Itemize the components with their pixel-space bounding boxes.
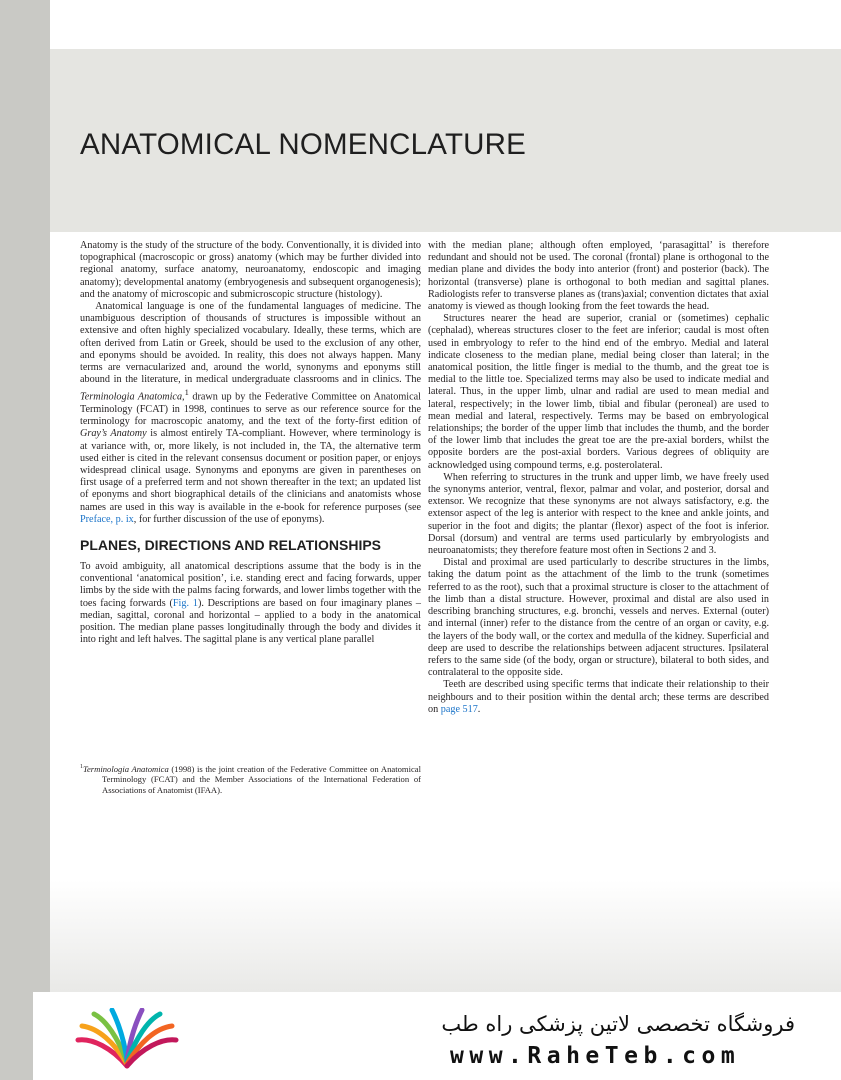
footnote-ref[interactable]: 1 — [184, 387, 189, 398]
figure-link[interactable]: Fig. 1 — [172, 597, 198, 609]
paragraph: Teeth are described using specific terms that indicate their relationship to their neighbours and to their position within the dental arch; these terms are described on page 517. — [428, 679, 769, 715]
section-heading: PLANES, DIRECTIONS AND RELATIONSHIPS — [80, 537, 382, 554]
paragraph: Anatomy is the study of the structure of the body. Conventionally, it is divided into topographical (macroscopic or gross) anatomy (which may be further divided into regional anatomy, surface anatomy, neuroanatomy, endoscopic and imaging anatomy); developmental anatomy (embryogenesis and subsequent organogenesis); and the anatomy of microscopic and submicroscopic structure (histology). — [80, 240, 421, 300]
page-link[interactable]: page 517 — [440, 703, 478, 715]
terminologia-term: Terminologia Anatomica, — [80, 391, 185, 403]
store-url[interactable]: www.RaheTeb.com — [450, 1043, 741, 1069]
open-book-logo-icon — [72, 1008, 182, 1070]
paragraph: Anatomical language is one of the fundamental languages of medicine. The unambiguous description of thousands of structures is impossible without an extensive and often highly specialized vocabulary. Ideally, these terms, which are often derived from Latin or Greek, should be used to the exclusion of any other, and eponyms should be avoided. In reality, this does not always happen. Many terms are vernacularized and, around the world, synonyms and eponyms still abound in the literature, in medical undergraduate classrooms and in clinics. The Terminologia Anatomica,$^1$ drawn up by the Federative Committee on Anatomical Terminology (FCAT) in 1998, continues to serve as our reference source for the terminology for macroscopic anatomy, and the text of the forty-first edition of Gray’s Anatomy is almost entirely TA-compliant. However, where terminology is at variance with, or, more likely, is not included in, the TA, the alternative term used either is cited in the relevant consensus document or position paper, or enjoys widespread clinical usage. Synonyms and eponyms are given in parentheses on first usage of a preferred term and not shown thereafter in the text; an updated list of eponyms and short biographical details of the clinicians and anatomists whose names are used in this way is available in the e-book for reference purposes (see Preface, p. ix, for further discussion of the use of eponyms). — [80, 301, 421, 525]
footnote: $^1$Terminologia Anatomica (1998) is the joint creation of the Federative Committee on Anatomical Terminology (FCAT) and the Member Associations of the International Federation of Associations of Anatomist (IFAA). — [80, 763, 421, 796]
chapter-title: ANATOMICAL NOMENCLATURE — [80, 128, 527, 161]
paragraph: To avoid ambiguity, all anatomical descriptions assume that the body is in the conventional ‘anatomical position’, i.e. standing erect and facing forwards, upper limbs by the side with the palms facing forwards, and lower limbs together with the toes facing forwards (Fig. 1). Descriptions are based on four imaginary planes – median, sagittal, coronal and horizontal – applied to a body in the anatomical position. The median plane passes longitudinally through the body and divides it into right and left halves. The sagittal plane is any vertical plane parallel — [80, 561, 422, 646]
right-column — [428, 240, 769, 716]
paragraph: Distal and proximal are used particularly to describe structures in the limbs, taking the datum point as the attachment of the limb to the trunk (sometimes referred to as the root), such that a proximal structure is closer to the attachment of the limb than a distal structure. However, proximal and distal are also used in describing branching structures, e.g. bronchi, vessels and nerves. External (outer) and internal (inner) refer to the distance from the centre of an organ or cavity, e.g. the layers of the body wall, or the cortex and medulla of the kidney. Superficial and deep are used to describe the relationships between adjacent structures. Ipsilateral refers to the same side (of the body, organ or structure), bilateral to both sides, and contralateral to the opposite side. — [428, 557, 769, 679]
preface-link[interactable]: Preface, p. ix — [80, 513, 134, 525]
grays-anatomy-term: Gray’s Anatomy — [80, 428, 147, 440]
paragraph: When referring to structures in the trunk and upper limb, we have freely used the synonyms anterior, ventral, flexor, palmar and volar, and posterior, dorsal and extensor. We recognize that these synonyms are not always satisfactory, e.g. the extensor aspect of the leg is anterior with respect to the knee and ankle joints, and superior in the foot and digits; the plantar (flexor) aspect of the foot is inferior. Dorsal (dorsum) and ventral are terms used particularly by embryologists and neuroanatomists; they therefore feature most often in Sections 2 and 3. — [428, 471, 769, 557]
paragraph: with the median plane; although often employed, ‘parasagittal’ is therefore redundant and should not be used. The coronal (frontal) plane is orthogonal to the median plane and divides the body into anterior (front) and posterior (back). The horizontal (transverse) plane is orthogonal to both median and sagittal planes. Radiologists refer to transverse planes as (trans)axial; convention dictates that axial anatomy is viewed as though looking from the feet towards the head. — [428, 240, 769, 313]
footer-left-strip — [0, 992, 33, 1080]
paragraph: Structures nearer the head are superior, cranial or (sometimes) cephalic (cephalad), whereas structures closer to the feet are inferior; caudal is most often used in embryology to refer to the hind end of the embryo. Medial and lateral indicate closeness to the median plane, medial being closer than lateral; in the anatomical position, the little finger is medial to the thumb, and the great toe is medial to the little toe. Specialized terms may also be used to indicate medial and lateral. Thus, in the upper limb, ulnar and radial are used to mean medial and lateral, respectively; in the lower limb, tibial and fibular (peroneal) are used to mean medial and lateral, respectively. Terms may be based on embryological relationships; the border of the upper limb that includes the thumb, and the border of the lower limb that includes the great toe are the pre-axial borders, whilst the opposite borders are the post-axial borders. Various degrees of obliquity are acknowledged using compound terms, e.g. posterolateral. — [428, 313, 769, 471]
store-name-text: فروشگاه تخصصی لاتین پزشکی راه طب — [441, 1012, 795, 1036]
left-margin-strip — [0, 0, 50, 1080]
left-column — [80, 240, 421, 646]
